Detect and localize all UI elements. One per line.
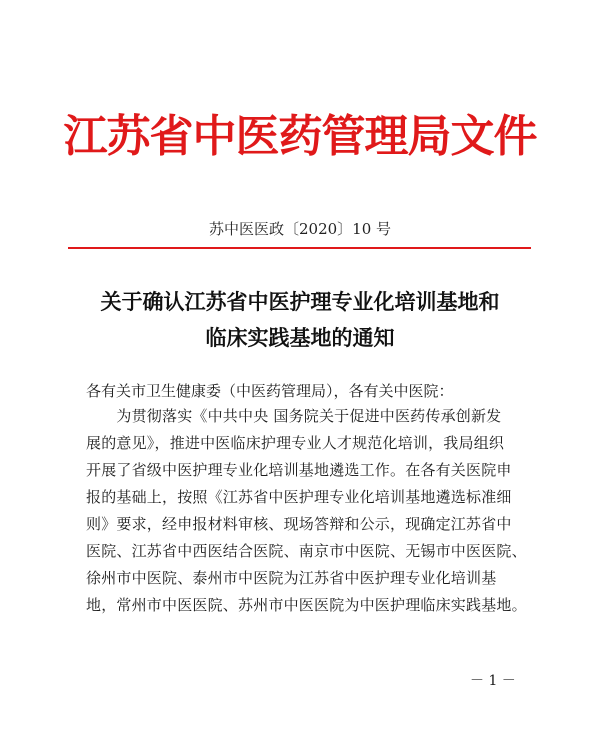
document-number: 苏中医医政〔2020〕10 号 [208, 220, 392, 238]
notice-title [0, 284, 600, 356]
page-number: － 1 － [470, 673, 516, 689]
body-line: 则》要求，经申报材料审核、现场答辩和公示，现确定江苏省中 [86, 515, 512, 533]
body-line: 为贯彻落实《中共中央 国务院关于促进中医药传承创新发 [86, 407, 502, 425]
body-line: 徐州市中医院、泰州市中医院为江苏省中医护理专业化培训基 [86, 569, 497, 587]
notice-title-line-1: 关于确认江苏省中医护理专业化培训基地和 [100, 289, 500, 314]
document-header-title: 江苏省中医药管理局文件 [63, 111, 537, 162]
body-line: 开展了省级中医护理专业化培训基地遴选工作。在各有关医院申 [86, 461, 512, 479]
body-line: 地，常州市中医医院、苏州市中医医院为中医护理临床实践基地。 [86, 596, 527, 614]
body-line: 展的意见》，推进中医临床护理专业人才规范化培训，我局组织 [86, 434, 505, 452]
salutation: 各有关市卫生健康委（中医药管理局），各有关中医院： [86, 382, 454, 400]
body-line: 报的基础上，按照《江苏省中医护理专业化培训基地遴选标准细 [86, 488, 512, 506]
red-divider-line [68, 247, 531, 249]
notice-title-line-2: 临床实践基地的通知 [205, 325, 395, 350]
body-paragraph [86, 403, 526, 619]
body-line: 医院、江苏省中西医结合医院、南京市中医院、无锡市中医医院、 [86, 542, 527, 560]
